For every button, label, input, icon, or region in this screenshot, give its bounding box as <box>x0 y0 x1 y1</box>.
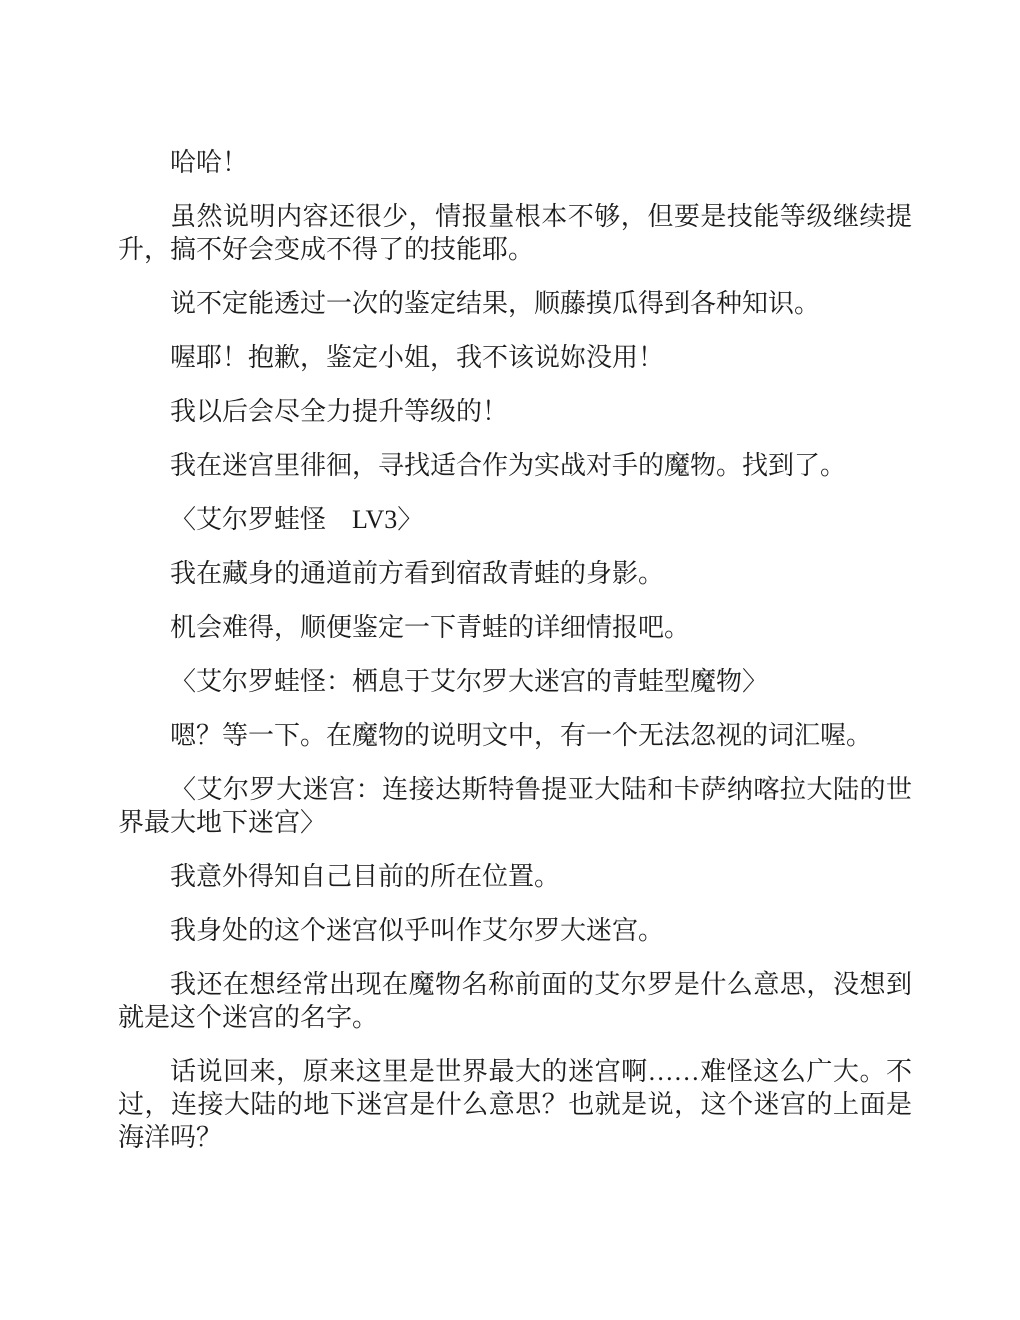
paragraph: 机会难得，顺便鉴定一下青蛙的详细情报吧。 <box>170 613 691 642</box>
paragraph: 〈艾尔罗大迷宫：连接达斯特鲁提亚大陆和卡萨纳喀拉大陆的世界最大地下迷宫〉 <box>118 775 912 837</box>
paragraph: 哈哈！ <box>170 148 249 177</box>
paragraph: 说不定能透过一次的鉴定结果，顺藤摸瓜得到各种知识。 <box>170 289 821 318</box>
paragraph: 我身处的这个迷宫似乎叫作艾尔罗大迷宫。 <box>170 916 665 945</box>
paragraph: 我还在想经常出现在魔物名称前面的艾尔罗是什么意思，没想到就是这个迷宫的名字。 <box>118 970 912 1032</box>
paragraph: 话说回来，原来这里是世界最大的迷宫啊……难怪这么广大。不过，连接大陆的地下迷宫是什么意思？也就是说，这个迷宫的上面是海洋吗？ <box>118 1057 912 1152</box>
paragraph: 我意外得知自己目前的所在位置。 <box>170 862 561 891</box>
paragraph: 虽然说明内容还很少，情报量根本不够，但要是技能等级继续提升，搞不好会变成不得了的技能耶。 <box>118 202 912 264</box>
paragraph: 嗯？等一下。在魔物的说明文中，有一个无法忽视的词汇喔。 <box>170 721 873 750</box>
paragraph: 我以后会尽全力提升等级的！ <box>170 397 509 426</box>
paragraph: 〈艾尔罗蛙怪 LV3〉 <box>170 505 424 534</box>
paragraph: 喔耶！抱歉，鉴定小姐，我不该说妳没用！ <box>170 343 665 372</box>
paragraph: 〈艾尔罗蛙怪：栖息于艾尔罗大迷宫的青蛙型魔物〉 <box>170 667 769 696</box>
paragraph: 我在迷宫里徘徊，寻找适合作为实战对手的魔物。找到了。 <box>170 451 847 480</box>
paragraph: 我在藏身的通道前方看到宿敌青蛙的身影。 <box>170 559 665 588</box>
